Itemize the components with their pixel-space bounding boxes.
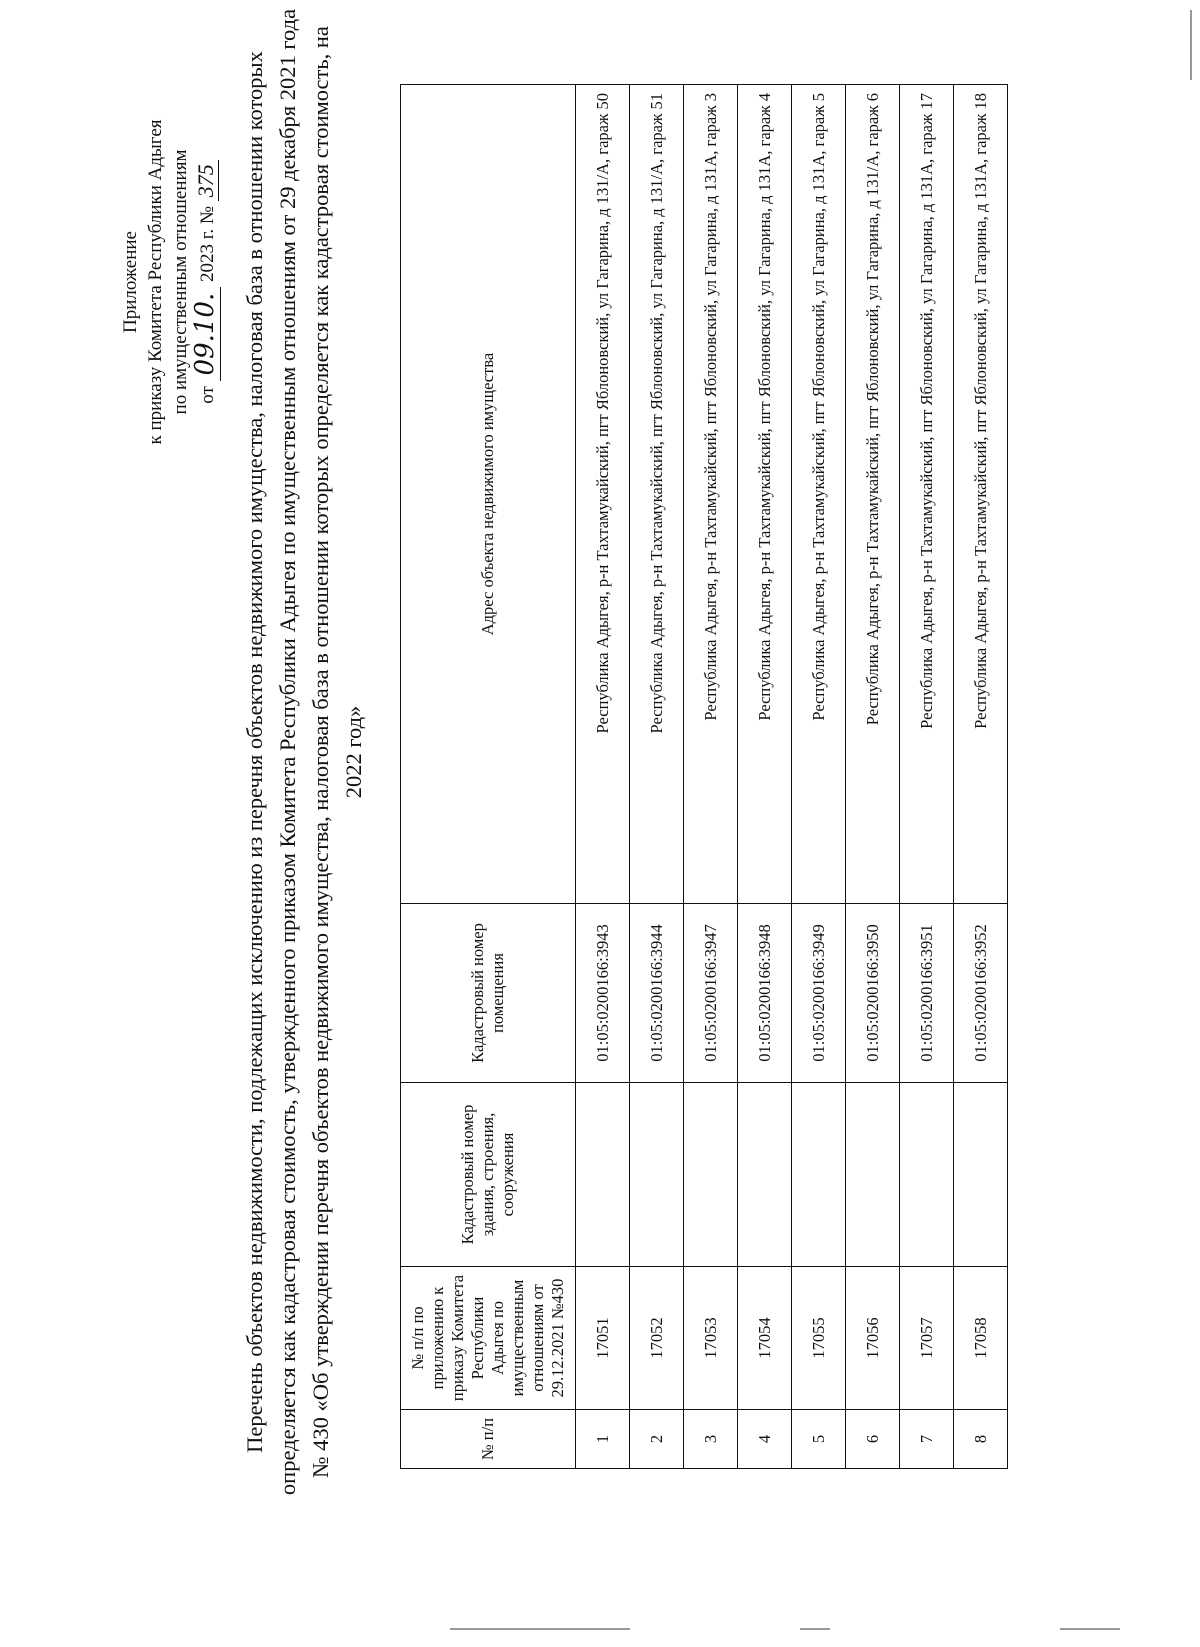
property-table bbox=[400, 84, 1008, 1469]
row-address: Республика Адыгея, р-н Тахтамукайский, пгт Яблоновский, ул Гагарина, д 131А, гараж 3 bbox=[684, 85, 738, 904]
row-ref: 17052 bbox=[630, 1267, 684, 1410]
document-title: Перечень объектов недвижимости, подлежащих исключению из перечня объектов недвижимого имущества, налоговая база в отношении которых определяется как кадастровая стоимость, утвержденного приказом Комитета Республики Адыгея по имущественным отношениям от 29 декабря 2021 года № 430 «Об утверждении перечня объектов недвижимого имущества, налоговая база в отношении которых определяется как кадастровая стоимость, на 2022 год» bbox=[242, 8, 366, 1496]
header-address: Адрес объекта недвижимого имущества bbox=[401, 85, 576, 904]
row-building bbox=[792, 1083, 846, 1267]
table-row bbox=[630, 85, 684, 1469]
date-prefix: от bbox=[197, 386, 218, 404]
row-premise: 01:05:0200166:3950 bbox=[846, 904, 900, 1083]
header-num: № п/п bbox=[401, 1410, 576, 1469]
row-address: Республика Адыгея, р-н Тахтамукайский, пгт Яблоновский, ул Гагарина, д 131А, гараж 17 bbox=[900, 85, 954, 904]
row-address: Республика Адыгея, р-н Тахтамукайский, пгт Яблоновский, ул Гагарина, д 131А, гараж 18 bbox=[954, 85, 1008, 904]
row-building bbox=[846, 1083, 900, 1267]
row-premise: 01:05:0200166:3952 bbox=[954, 904, 1008, 1083]
table-row bbox=[846, 85, 900, 1469]
row-premise: 01:05:0200166:3947 bbox=[684, 904, 738, 1083]
row-ref: 17051 bbox=[576, 1267, 630, 1410]
row-ref: 17055 bbox=[792, 1267, 846, 1410]
committee-department: по имущественным отношениям bbox=[170, 149, 191, 415]
table-row bbox=[684, 85, 738, 1469]
table-row bbox=[954, 85, 1008, 1469]
table-row bbox=[792, 85, 846, 1469]
header-premise: Кадастровый номер помещения bbox=[401, 904, 576, 1083]
row-ref: 17056 bbox=[846, 1267, 900, 1410]
row-num: 2 bbox=[630, 1410, 684, 1469]
row-address: Республика Адыгея, р-н Тахтамукайский, пгт Яблоновский, ул Гагарина, д 131/А, гараж 51 bbox=[630, 85, 684, 904]
row-ref: 17054 bbox=[738, 1267, 792, 1410]
header-building: Кадастровый номер здания, строения, сооружения bbox=[401, 1083, 576, 1267]
row-num: 3 bbox=[684, 1410, 738, 1469]
row-num: 7 bbox=[900, 1410, 954, 1469]
row-address: Республика Адыгея, р-н Тахтамукайский, пгт Яблоновский, ул Гагарина, д 131/А, гараж 50 bbox=[576, 85, 630, 904]
row-address: Республика Адыгея, р-н Тахтамукайский, пгт Яблоновский, ул Гагарина, д 131А, гараж 5 bbox=[792, 85, 846, 904]
scan-artifact-line bbox=[1190, 10, 1192, 80]
row-num: 1 bbox=[576, 1410, 630, 1469]
row-premise: 01:05:0200166:3951 bbox=[900, 904, 954, 1083]
header-ref: № п/п по приложению к приказу Комитета Республики Адыгея по имущественным отношениям от 29.12.2021 №430 bbox=[401, 1267, 576, 1410]
scan-artifact-line bbox=[800, 1628, 830, 1630]
row-ref: 17053 bbox=[684, 1267, 738, 1410]
row-address: Республика Адыгея, р-н Тахтамукайский, пгт Яблоновский, ул Гагарина, д 131/А, гараж 6 bbox=[846, 85, 900, 904]
appendix-header bbox=[118, 67, 220, 497]
row-building bbox=[630, 1083, 684, 1267]
row-building bbox=[576, 1083, 630, 1267]
row-ref: 17058 bbox=[954, 1267, 1008, 1410]
order-date-line bbox=[190, 67, 220, 497]
handwritten-date: 09.10. bbox=[190, 287, 221, 382]
row-building bbox=[900, 1083, 954, 1267]
row-address: Республика Адыгея, р-н Тахтамукайский, пгт Яблоновский, ул Гагарина, д 131А, гараж 4 bbox=[738, 85, 792, 904]
row-num: 5 bbox=[792, 1410, 846, 1469]
table-row bbox=[576, 85, 630, 1469]
row-num: 6 bbox=[846, 1410, 900, 1469]
scan-artifact-line bbox=[1060, 1628, 1120, 1630]
row-premise: 01:05:0200166:3944 bbox=[630, 904, 684, 1083]
table-header-row bbox=[401, 85, 576, 1469]
table-row bbox=[900, 85, 954, 1469]
scan-artifact-line bbox=[450, 1628, 630, 1630]
appendix-label: Приложение bbox=[120, 231, 141, 333]
handwritten-order-number: 375 bbox=[193, 160, 219, 201]
row-premise: 01:05:0200166:3948 bbox=[738, 904, 792, 1083]
row-building bbox=[738, 1083, 792, 1267]
order-reference: к приказу Комитета Республики Адыгея bbox=[145, 119, 166, 445]
row-num: 8 bbox=[954, 1410, 1008, 1469]
row-num: 4 bbox=[738, 1410, 792, 1469]
date-year: 2023 г. № bbox=[197, 205, 218, 283]
row-building bbox=[954, 1083, 1008, 1267]
row-ref: 17057 bbox=[900, 1267, 954, 1410]
row-premise: 01:05:0200166:3949 bbox=[792, 904, 846, 1083]
row-building bbox=[684, 1083, 738, 1267]
row-premise: 01:05:0200166:3943 bbox=[576, 904, 630, 1083]
table-row bbox=[738, 85, 792, 1469]
